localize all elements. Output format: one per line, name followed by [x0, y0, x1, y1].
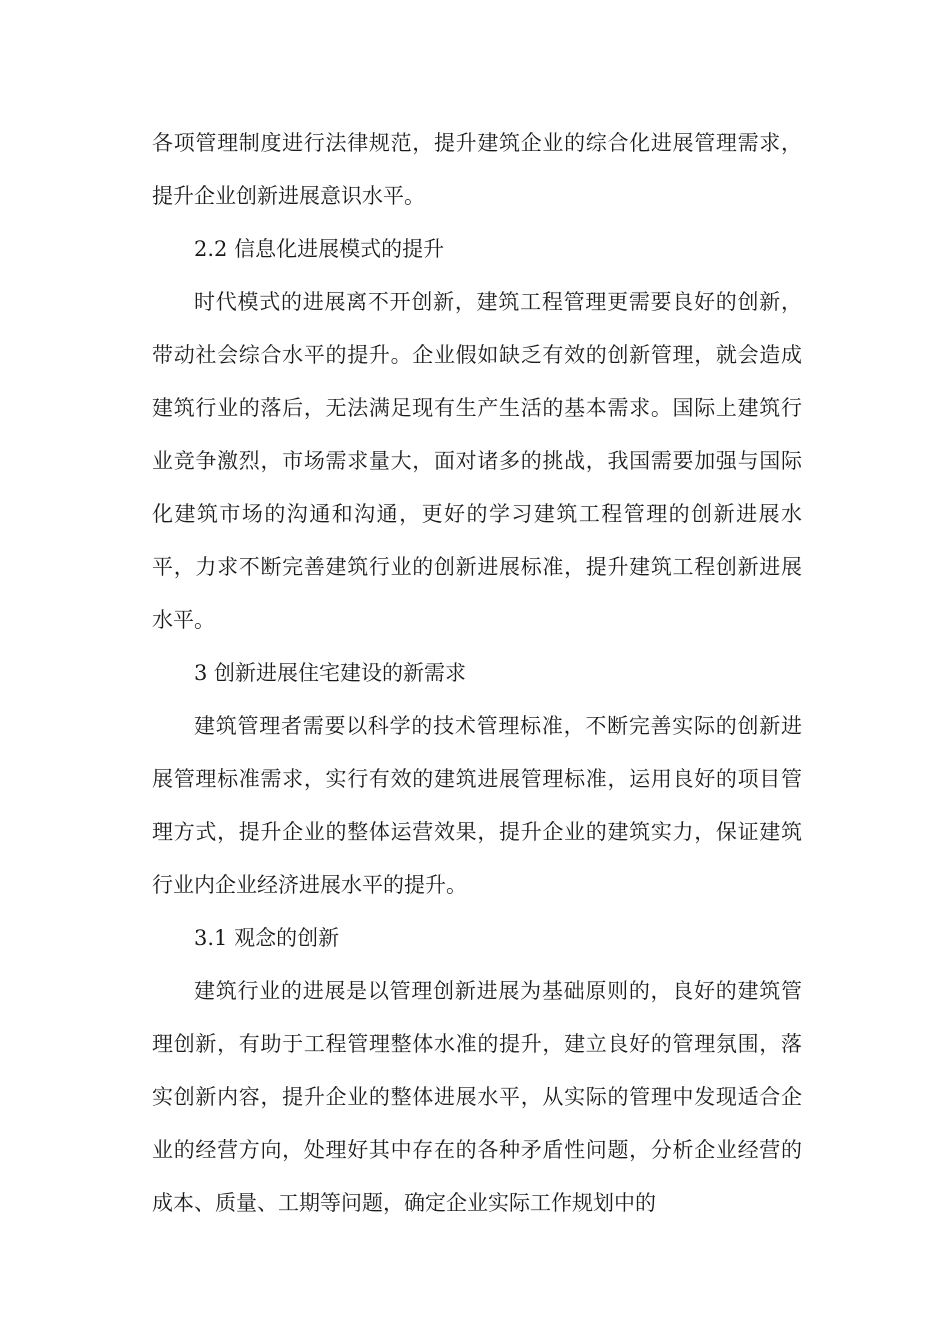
section-heading-2-2: 2.2 信息化进展模式的提升 [194, 237, 445, 261]
paragraph-concept-innovation: 建筑行业的进展是以管理创新进展为基础原则的，良好的建筑管理创新，有助于工程管理整体水准的提升，建立良好的管理氛围，落实创新内容，提升企业的整体进展水平，从实际的管理中发现适合企业的经营方向，处理好其中存在的各种矛盾性问题，分析企业经营的成本、质量、工期等问题，确定企业实际工作规划中的 [152, 979, 802, 1215]
section-heading-3: 3 创新进展住宅建设的新需求 [194, 661, 467, 685]
document-body [152, 117, 802, 1230]
paragraph-continuation: 各项管理制度进行法律规范，提升建筑企业的综合化进展管理需求，提升企业创新进展意识水平。 [152, 131, 802, 208]
section-heading-3-1: 3.1 观念的创新 [194, 926, 340, 950]
paragraph-informatization: 时代模式的进展离不开创新，建筑工程管理更需要良好的创新，带动社会综合水平的提升。企业假如缺乏有效的创新管理，就会造成建筑行业的落后，无法满足现有生产生活的基本需求。国际上建筑行业竞争激烈，市场需求量大，面对诸多的挑战，我国需要加强与国际化建筑市场的沟通和沟通，更好的学习建筑工程管理的创新进展水平，力求不断完善建筑行业的创新进展标准，提升建筑工程创新进展水平。 [152, 290, 802, 632]
paragraph-new-demands: 建筑管理者需要以科学的技术管理标准，不断完善实际的创新进展管理标准需求，实行有效的建筑进展管理标准，运用良好的项目管理方式，提升企业的整体运营效果，提升企业的建筑实力，保证建筑行业内企业经济进展水平的提升。 [152, 714, 802, 897]
